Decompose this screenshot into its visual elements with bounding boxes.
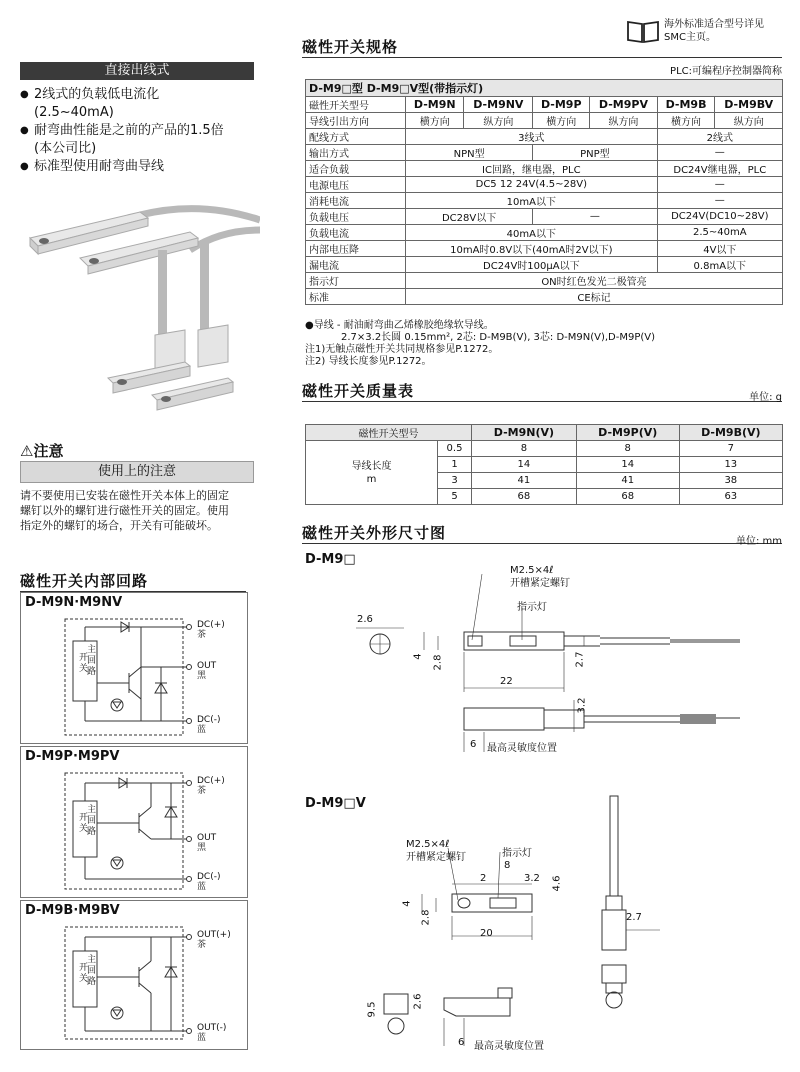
terminal-dc-minus: DC(-) 蓝 bbox=[197, 715, 221, 735]
dims-drawing-m9v bbox=[340, 790, 780, 1060]
circuit-box-m9n bbox=[20, 592, 248, 744]
terminal-out-minus: OUT(-) 蓝 bbox=[197, 1023, 227, 1043]
dims-m9-title: D-M9□ bbox=[305, 552, 356, 567]
mass-value: 8 bbox=[472, 441, 577, 457]
feature-item: ● 2线式的负载低电流化 bbox=[20, 86, 260, 104]
value-cell: — bbox=[533, 209, 657, 225]
mass-heading: 磁性开关质量表 bbox=[302, 380, 782, 402]
model-cell: D-M9NV bbox=[464, 97, 533, 113]
mass-length-label: 导线长度 m bbox=[306, 441, 438, 505]
dir-cell: 横方向 bbox=[533, 113, 590, 129]
plc-note: PLC:可编程序控制器简称 bbox=[670, 66, 782, 77]
value-cell: DC24V时100μA以下 bbox=[406, 257, 658, 273]
value-cell: NPN型 bbox=[406, 145, 533, 161]
dim-2-6-v: 2.6 bbox=[412, 993, 424, 1010]
terminal-out: OUT 黑 bbox=[197, 661, 217, 681]
mass-value: 63 bbox=[679, 489, 782, 505]
mass-value: 7 bbox=[679, 441, 782, 457]
dim-9-5: 9.5 bbox=[366, 1001, 378, 1018]
switch-main-circuit-label2: 主 回 路 bbox=[87, 955, 97, 987]
terminal-out: OUT 黑 bbox=[197, 833, 217, 853]
mass-value: 41 bbox=[472, 473, 577, 489]
model-cell: D-M9P bbox=[533, 97, 590, 113]
value-cell: 2.5~40mA bbox=[657, 225, 782, 241]
dim-6: 6 bbox=[470, 739, 477, 750]
row-label: 磁性开关型号 bbox=[306, 97, 406, 113]
feature-item-cont: (2.5~40mA) bbox=[34, 105, 114, 120]
circuit-box-m9p bbox=[20, 746, 248, 898]
row-label: 导线引出方向 bbox=[306, 113, 406, 129]
led-label-v: 指示灯 bbox=[502, 848, 532, 859]
mass-length: 3 bbox=[438, 473, 472, 489]
dim-4-v: 4 bbox=[401, 900, 413, 907]
led-label: 指示灯 bbox=[517, 602, 547, 613]
caution-line: 请不要使用已安装在磁性开关本体上的固定 bbox=[20, 489, 229, 502]
mass-model: D-M9B(V) bbox=[679, 425, 782, 441]
row-label: 内部电压降 bbox=[306, 241, 406, 257]
terminal-dc-plus: DC(+) 茶 bbox=[197, 620, 225, 640]
value-cell: DC24V继电器，PLC bbox=[657, 161, 782, 177]
model-cell: D-M9PV bbox=[590, 97, 657, 113]
dir-cell: 纵方向 bbox=[590, 113, 657, 129]
mass-value: 68 bbox=[576, 489, 679, 505]
value-cell: IC回路，继电器，PLC bbox=[406, 161, 658, 177]
mass-value: 68 bbox=[472, 489, 577, 505]
feature-list bbox=[20, 86, 260, 176]
switch-main-circuit-label: 开 关 bbox=[79, 653, 89, 674]
mass-length: 0.5 bbox=[438, 441, 472, 457]
screw-label-v: M2.5×4ℓ 开槽紧定螺钉 bbox=[406, 839, 466, 863]
terminal-dc-plus: DC(+) 茶 bbox=[197, 776, 225, 796]
switch-main-circuit-label: 开 关 bbox=[79, 963, 89, 984]
dim-8: 8 bbox=[504, 860, 511, 871]
model-cell: D-M9B bbox=[657, 97, 715, 113]
terminal-out-plus: OUT(+) 茶 bbox=[197, 930, 231, 950]
mass-length: 5 bbox=[438, 489, 472, 505]
value-cell: 4V以下 bbox=[657, 241, 782, 257]
mass-value: 41 bbox=[576, 473, 679, 489]
value-cell: 3线式 bbox=[406, 129, 658, 145]
row-label: 负载电压 bbox=[306, 209, 406, 225]
spec-table bbox=[305, 79, 783, 305]
spec-notes bbox=[305, 320, 783, 368]
row-label: 漏电流 bbox=[306, 257, 406, 273]
product-photo bbox=[20, 190, 260, 430]
value-cell: 2线式 bbox=[657, 129, 782, 145]
mass-table bbox=[305, 424, 783, 505]
dim-4: 4 bbox=[412, 653, 424, 660]
note-line: 注2) 导线长度参见P.1272。 bbox=[305, 356, 432, 367]
row-label: 电源电压 bbox=[306, 177, 406, 193]
value-cell: DC5 12 24V(4.5~28V) bbox=[406, 177, 658, 193]
mass-model: D-M9P(V) bbox=[576, 425, 679, 441]
mass-value: 14 bbox=[472, 457, 577, 473]
spec-table-header: D-M9□型 D-M9□V型(带指示灯) bbox=[306, 80, 783, 97]
circuit-title: D-M9B·M9BV bbox=[25, 903, 120, 918]
row-label: 负载电流 bbox=[306, 225, 406, 241]
value-cell: 10mA时0.8V以下(40mA时2V以下) bbox=[406, 241, 658, 257]
switch-main-circuit-label2: 主 回 路 bbox=[87, 645, 97, 677]
value-cell: 40mA以下 bbox=[406, 225, 658, 241]
dim-2-7: 2.7 bbox=[574, 651, 586, 668]
dir-cell: 纵方向 bbox=[715, 113, 783, 129]
value-cell: — bbox=[657, 193, 782, 209]
sensing-position-label: 最高灵敏度位置 bbox=[487, 743, 557, 754]
model-cell: D-M9BV bbox=[715, 97, 783, 113]
dim-2-6: 2.6 bbox=[357, 614, 373, 625]
mass-value: 13 bbox=[679, 457, 782, 473]
sensing-position-label-v: 最高灵敏度位置 bbox=[474, 1041, 544, 1052]
value-cell: 10mA以下 bbox=[406, 193, 658, 209]
dims-unit: 单位: mm bbox=[735, 536, 782, 547]
terminal-dc-minus: DC(-) 蓝 bbox=[197, 872, 221, 892]
dim-6-v: 6 bbox=[458, 1037, 465, 1048]
dir-cell: 横方向 bbox=[406, 113, 464, 129]
value-cell: 0.8mA以下 bbox=[657, 257, 782, 273]
mass-model: D-M9N(V) bbox=[472, 425, 577, 441]
dim-20: 20 bbox=[480, 928, 493, 939]
dir-cell: 横方向 bbox=[657, 113, 715, 129]
caution-bar: 使用上的注意 bbox=[20, 461, 254, 483]
value-cell: CE标记 bbox=[406, 289, 783, 305]
dim-4-6: 4.6 bbox=[551, 875, 563, 892]
value-cell: DC28V以下 bbox=[406, 209, 533, 225]
row-label: 指示灯 bbox=[306, 273, 406, 289]
value-cell: — bbox=[657, 145, 782, 161]
row-label: 消耗电流 bbox=[306, 193, 406, 209]
row-label: 配线方式 bbox=[306, 129, 406, 145]
value-cell: DC24V(DC10~28V) bbox=[657, 209, 782, 225]
screw-label: M2.5×4ℓ 开槽紧定螺钉 bbox=[510, 565, 570, 589]
value-cell: PNP型 bbox=[533, 145, 657, 161]
value-cell: ON时红色发光二极管亮 bbox=[406, 273, 783, 289]
dim-2-8-v: 2.8 bbox=[420, 909, 432, 926]
mass-unit: 单位: g bbox=[749, 392, 782, 403]
dim-2-7-v: 2.7 bbox=[626, 912, 642, 923]
circuit-heading: 磁性开关内部回路 bbox=[20, 570, 246, 592]
note-line: ●导线 - 耐油耐弯曲乙烯橡胶绝缘软导线。 bbox=[305, 320, 494, 331]
row-label: 标准 bbox=[306, 289, 406, 305]
spec-heading: 磁性开关规格 bbox=[302, 36, 782, 58]
caution-line: 指定外的螺钉的场合，开关有可能破坏。 bbox=[20, 519, 218, 532]
mass-value: 8 bbox=[576, 441, 679, 457]
dims-m9v-title: D-M9□V bbox=[305, 796, 366, 811]
overseas-note: 海外标准适合型号详见 SMC主页。 bbox=[664, 19, 764, 43]
section-title-direct: 直接出线式 bbox=[20, 62, 254, 80]
note-line: 2.7×3.2长圆 0.15mm², 2芯: D-M9B(V), 3芯: D-M9N(V),D-M9P(V) bbox=[341, 332, 656, 343]
feature-item: ● 耐弯曲性能是之前的产品的1.5倍 bbox=[20, 122, 260, 140]
switch-main-circuit-label2: 主 回 路 bbox=[87, 805, 97, 837]
row-label: 适合负载 bbox=[306, 161, 406, 177]
dim-2: 2 bbox=[480, 873, 487, 884]
dims-drawing-m9 bbox=[340, 560, 780, 770]
value-cell: — bbox=[657, 177, 782, 193]
mass-header: 磁性开关型号 bbox=[306, 425, 472, 441]
feature-item: ● 标准型使用耐弯曲导线 bbox=[20, 158, 260, 176]
model-cell: D-M9N bbox=[406, 97, 464, 113]
mass-value: 38 bbox=[679, 473, 782, 489]
dim-2-8: 2.8 bbox=[432, 654, 444, 671]
caution-title: ⚠注意 bbox=[20, 442, 64, 460]
dim-3-2: 3.2 bbox=[576, 697, 588, 714]
dim-22: 22 bbox=[500, 676, 513, 687]
circuit-box-m9b bbox=[20, 900, 248, 1050]
dir-cell: 纵方向 bbox=[464, 113, 533, 129]
mass-value: 14 bbox=[576, 457, 679, 473]
mass-length: 1 bbox=[438, 457, 472, 473]
caution-line: 螺钉以外的螺钉进行磁性开关的固定。使用 bbox=[20, 504, 229, 517]
row-label: 输出方式 bbox=[306, 145, 406, 161]
caution-text bbox=[20, 488, 260, 533]
note-line: 注1)无触点磁性开关共同规格参见P.1272。 bbox=[305, 344, 499, 355]
feature-item-cont: (本公司比) bbox=[34, 141, 97, 156]
circuit-title: D-M9N·M9NV bbox=[25, 595, 123, 610]
dim-3-2-v: 3.2 bbox=[524, 873, 540, 884]
switch-main-circuit-label: 开 关 bbox=[79, 813, 89, 834]
dims-heading: 磁性开关外形尺寸图 bbox=[302, 522, 782, 544]
circuit-title: D-M9P·M9PV bbox=[25, 749, 120, 764]
